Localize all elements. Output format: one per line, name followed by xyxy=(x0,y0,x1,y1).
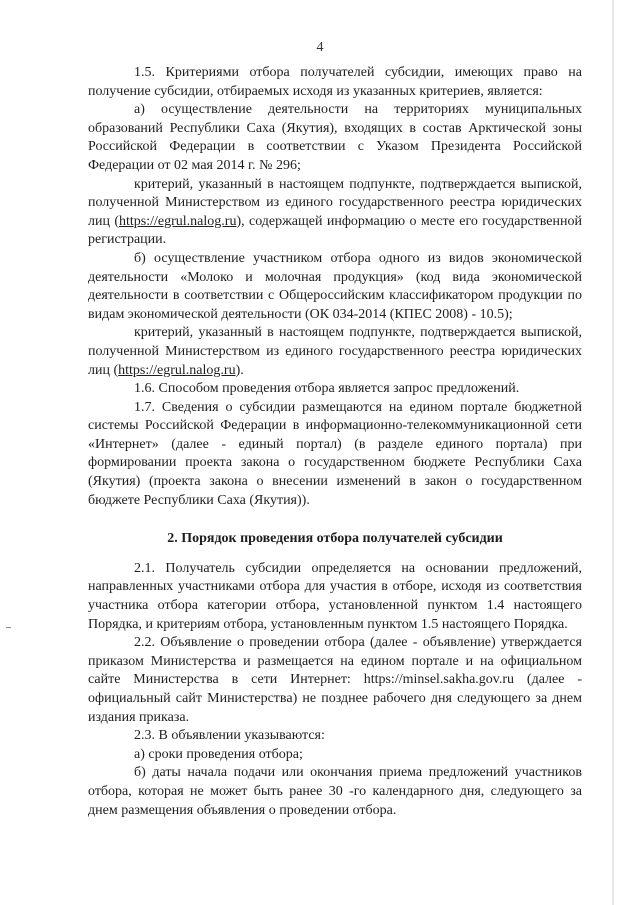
paragraph-criterion-a: а) осуществление деятельности на территориях муниципальных образований Республики Саха (Якутия), входящих в состав Арктической зоны Российской Федерации в соответствии с Указом Президента Российской Федерации от 02 мая 2014 г. № 296; xyxy=(88,102,582,173)
paragraph-2-3-a: а) сроки проведения отбора; xyxy=(134,746,303,762)
text: ), содержащей информацию о месте его государственной регистрации. xyxy=(88,213,582,248)
page-number: 4 xyxy=(316,40,324,55)
egrul-link[interactable]: https://egrul.nalog.ru xyxy=(119,213,237,229)
text: критерий, указанный в настоящем подпункте, подтверждается выпиской, полученной Министерством из единого государственного реестра юридических лиц ( xyxy=(88,325,582,378)
scan-edge-right xyxy=(612,0,614,905)
section-heading: 2. Порядок проведения отбора получателей субсидии xyxy=(167,531,503,547)
paragraph-2-2: 2.2. Объявление о проведении отбора (далее - объявление) утверждается приказом Министерства и размещается на едином портале и на официальном сайте Министерства в сети Интернет: https://minsel.sakha.gov.ru (далее - официальный сайт Министерства) не позднее рабочего дня следующего за днем издания приказа. xyxy=(88,635,582,725)
paragraph-2-3-b: б) даты начала подачи или окончания приема предложений участников отбора, которая не может быть ранее 30 -го календарного дня, следующего за днем размещения объявления о проведении отбора. xyxy=(88,765,582,818)
paragraph-2-1: 2.1. Получатель субсидии определяется на основании предложений, направленных участниками отбора для участия в отборе, исходя из соответствия участника отбора категории отбора, установленной пунктом 1.4 настоящего Порядка, и критериям отбора, установленным пунктом 1.5 настоящего Порядка. xyxy=(88,560,582,632)
paragraph-1-5: 1.5. Критериями отбора получателей субсидии, имеющих право на получение субсидии, отбираемых исходя из указанных критериев, является: xyxy=(88,65,582,99)
paragraph-criterion-b-proof xyxy=(88,324,582,380)
scan-mark xyxy=(6,627,11,628)
egrul-link[interactable]: https://egrul.nalog.ru xyxy=(118,362,236,378)
paragraph-criterion-b: б) осуществление участником отбора одного из видов экономической деятельности «Молоко и молочная продукция» (код вида экономической деятельности в соответствии с Общероссийским классификатором продукции по видам экономической деятельности (ОК 034-2014 (КПЕС 2008) - 10.5); xyxy=(88,250,582,322)
paragraph-2-3: 2.3. В объявлении указываются: xyxy=(134,728,325,744)
paragraph-1-7: 1.7. Сведения о субсидии размещаются на едином портале бюджетной системы Российской Федерации в информационно-телекоммуникационной сети «Интернет» (далее - единый портал) (в разделе единого портала) при формировании проекта закона о государственном бюджете Республики Саха (Якутия) (проекта закона о внесении изменений в закон о государственном бюджете Республики Саха (Якутия)). xyxy=(88,399,582,508)
paragraph-1-6: 1.6. Способом проведения отбора является запрос предложений. xyxy=(134,381,520,397)
document-body xyxy=(88,64,582,820)
paragraph-criterion-a-proof xyxy=(88,176,582,250)
text: критерий, указанный в настоящем подпункте, подтверждается выпиской, полученной Министерством из единого государственного реестра юридических лиц ( xyxy=(88,176,582,229)
text: ). xyxy=(235,362,244,378)
